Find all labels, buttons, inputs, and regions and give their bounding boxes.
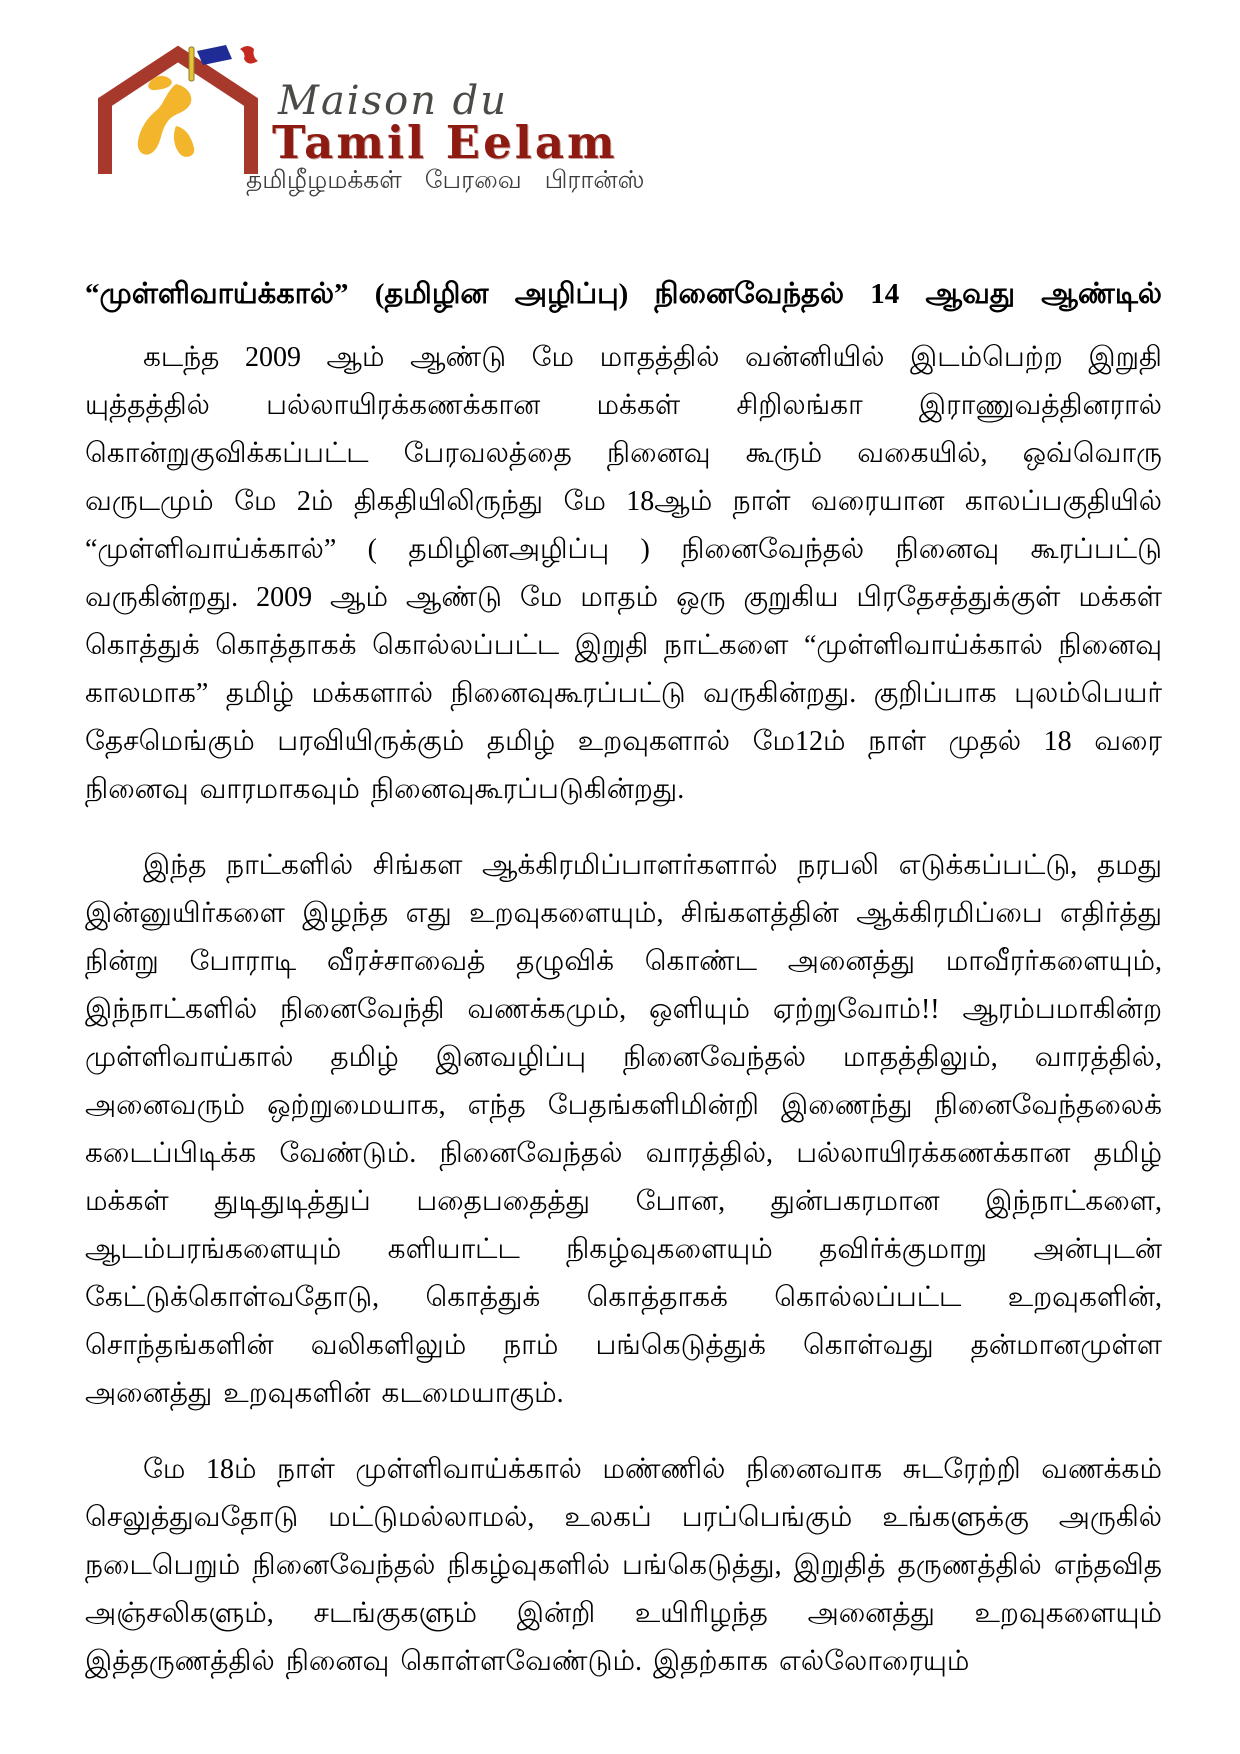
french-flag-icon <box>197 45 232 65</box>
house-frame-shape <box>105 54 251 174</box>
tamil-eelam-house-icon <box>90 44 266 178</box>
letter-body <box>0 272 1240 1686</box>
logo-org-name: Tamil Eelam <box>272 116 618 169</box>
logo-tamil-subtitle: தமிழீழமக்கள் பேரவை பிரான்ஸ் <box>246 166 645 194</box>
logo-script-title: Maison du <box>278 78 509 124</box>
tamil-eelam-map-icon <box>138 76 195 157</box>
paragraph-2: இந்த நாட்களில் சிங்கள ஆக்கிரமிப்பாளர்களால் நரபலி எடுக்கப்பட்டு, தமது இன்னுயிர்களை இழந்த எது உறவுகளையும், சிங்களத்தின் ஆக்கிரமிப்பை எதிர்த்து நின்று போராடி வீரச்சாவைத் தழுவிக் கொண்ட அனைத்து மாவீரர்களையும், இந்நாட்களில் நினைவேந்தி வணக்கமும், ஒளியும் ஏற்றுவோம்!! ஆரம்பமாகின்ற முள்ளிவாய்கால் தமிழ் இனவழிப்பு நினைவேந்தல் மாதத்திலும், வாரத்தில், அனைவரும் ஒற்றுமையாக, எந்த பேதங்களிமின்றி இணைந்து நினைவேந்தலைக் கடைப்பிடிக்க வேண்டும். நினைவேந்தல் வாரத்தில், பல்லாயிரக்கணக்கான தமிழ் மக்கள் துடிதுடித்துப் பதைபதைத்து போன, துன்பகரமான இந்நாட்களை, ஆடம்பரங்களையும் களியாட்ட நிகழ்வுகளையும் தவிர்க்குமாறு அன்புடன் கேட்டுக்கொள்வதோடு, கொத்துக் கொத்தாகக் கொல்லப்பட்ட உறவுகளின், சொந்தங்களின் வலிகளிலும் நாம் பங்கெடுத்துக் கொள்வது தன்மானமுள்ள அனைத்து உறவுகளின் கடமையாகும். <box>85 850 1162 1409</box>
org-logo-icon <box>90 44 266 178</box>
map-tail-shape <box>174 126 194 157</box>
flagpole-icon <box>189 47 194 81</box>
paragraph-3: மே 18ம் நாள் முள்ளிவாய்க்கால் மண்ணில் நினைவாக சுடரேற்றி வணக்கம் செலுத்துவதோடு மட்டுமல்லாமல், உலகப் பரப்பெங்கும் உங்களுக்கு அருகில் நடைபெறும் நினைவேந்தல் நிகழ்வுகளில் பங்கெடுத்து, இறுதித் தருணத்தில் எந்தவித அஞ்சலிகளும், சடங்குகளும் இன்றி உயிரிழந்த அனைத்து உறவுகளையும் இத்தருணத்தில் நினைவு கொள்ளவேண்டும். இதற்காக எல்லோரையும் <box>85 1454 1162 1677</box>
red-flag-icon <box>240 46 258 64</box>
letterhead <box>0 0 1240 218</box>
document-title: “முள்ளிவாய்க்கால்” (தமிழின அழிப்பு) நினைவேந்தல் 14 ஆவது ஆண்டில் <box>85 278 1162 310</box>
paragraph-1: கடந்த 2009 ஆம் ஆண்டு மே மாதத்தில் வன்னியில் இடம்பெற்ற இறுதி யுத்தத்தில் பல்லாயிரக்கணக்கான மக்கள் சிறிலங்கா இராணுவத்தினரால் கொன்றுகுவிக்கப்பட்ட பேரவலத்தை நினைவு கூரும் வகையில், ஒவ்வொரு வருடமும் மே 2ம் திகதியிலிருந்து மே 18ஆம் நாள் வரையான காலப்பகுதியில் “முள்ளிவாய்க்கால்” ( தமிழினஅழிப்பு ) நினைவேந்தல் நினைவு கூரப்பட்டு வருகின்றது. 2009 ஆம் ஆண்டு மே மாதம் ஒரு குறுகிய பிரதேசத்துக்குள் மக்கள் கொத்துக் கொத்தாகக் கொல்லப்பட்ட இறுதி நாட்களை “முள்ளிவாய்க்கால் நினைவு காலமாக” தமிழ் மக்களால் நினைவுகூரப்பட்டு வருகின்றது. குறிப்பாக புலம்பெயர் தேசமெங்கும் பரவியிருக்கும் தமிழ் உறவுகளால் மே12ம் நாள் முதல் 18 வரை நினைவு வாரமாகவும் நினைவுகூரப்படுகின்றது. <box>85 342 1162 805</box>
